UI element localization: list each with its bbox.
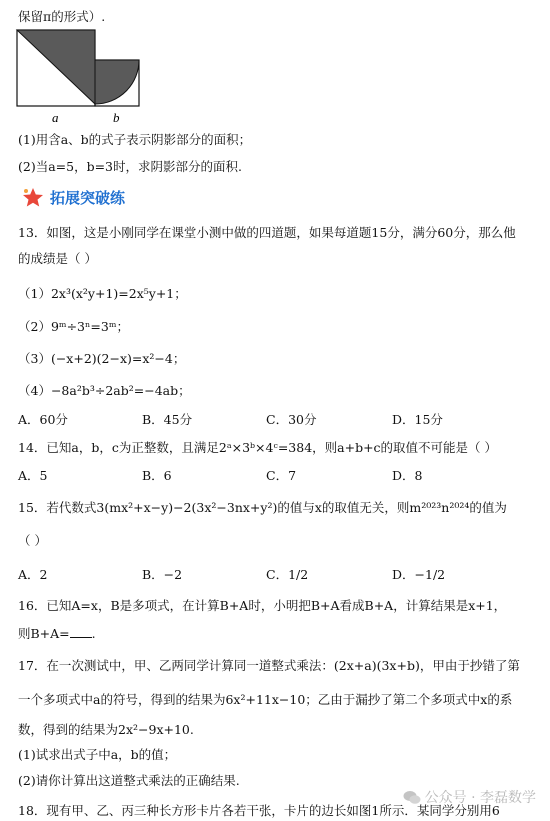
- q14-option-a: A．5: [18, 468, 48, 483]
- label-a: a: [52, 110, 59, 125]
- q14-option-d: D．8: [392, 468, 423, 483]
- q16-stem1: 16．已知A=x，B是多项式，在计算B+A时，小明把B+A看成B+A，计算结果是x+1，: [18, 598, 507, 613]
- shaded-region: [17, 30, 139, 104]
- q17-stem1: 17．在一次测试中，甲、乙两同学计算同一道整式乘法：(2x+a)(3x+b)，甲由于抄错了第: [18, 658, 520, 673]
- q13-stem2: 的成绩是（ ）: [18, 251, 97, 266]
- star-icon: [22, 187, 44, 207]
- q13-stem1: 13．如图，这是小刚同学在课堂小测中做的四道题，如果每道题15分，满分60分，那么他: [18, 225, 516, 240]
- q13-item2: （2）9ᵐ÷3ⁿ=3ᵐ；: [18, 319, 129, 334]
- geometry-figure: [14, 26, 149, 126]
- q14-option-c: C．7: [266, 468, 297, 483]
- q17-stem3: 数，得到的结果为2x²−9x+10.: [18, 722, 194, 737]
- watermark: [403, 787, 536, 807]
- q15-option-c: C．1/2: [266, 567, 309, 582]
- q18-stem: 18．现有甲、乙、丙三种长方形卡片各若干张，卡片的边长如图1所示．某同学分别用6: [18, 803, 500, 818]
- q13-option-b: B．45分: [142, 412, 193, 427]
- label-b: b: [113, 110, 120, 125]
- q13-option-a: A．60分: [18, 412, 68, 427]
- q12-part1: (1)用含a、b的式子表示阴影部分的面积；: [18, 132, 252, 147]
- q15-option-b: B．−2: [142, 567, 183, 582]
- q13-item4: （4）−8a²b³÷2ab²=−4ab；: [18, 383, 191, 398]
- q13-option-d: D．15分: [392, 412, 443, 427]
- q14-stem: 14．已知a，b，c为正整数，且满足2ᵃ×3ᵇ×4ᶜ=384，则a+b+c的取值不可能是（ ）: [18, 440, 498, 455]
- q13-item1: （1）2x³(x²y+1)=2x⁵y+1；: [18, 286, 187, 301]
- answer-blank: [70, 625, 92, 638]
- q16-stem2-line: [18, 625, 96, 643]
- q17-stem2: 一个多项式中a的符号，得到的结果为6x²+11x−10；乙由于漏抄了第二个多项式中x的系: [18, 692, 513, 707]
- watermark-text: 公众号 · 李磊数学: [424, 790, 536, 806]
- q15-option-a: A．2: [18, 567, 48, 582]
- q13-item3: （3）(−x+2)(2−x)=x²−4；: [18, 351, 186, 366]
- q12-part2: (2)当a=5，b=3时，求阴影部分的面积.: [18, 159, 242, 174]
- q17-part1: (1)试求出式子中a，b的值；: [18, 747, 177, 762]
- wechat-icon: [403, 790, 421, 805]
- section-title: 拓展突破练: [50, 188, 126, 207]
- section-header: [22, 186, 125, 208]
- q14-option-b: B．6: [142, 468, 172, 483]
- q16-stem2-end: .: [91, 626, 96, 641]
- q15-stem2: （ ）: [18, 533, 47, 548]
- q16-stem2: 则B+A=: [18, 626, 70, 641]
- q15-stem: 15．若代数式3(mx²+x−y)−2(3x²−3nx+y²)的值与x的取值无关，则m²⁰²³n²⁰²⁴的值为: [18, 500, 507, 515]
- q13-option-c: C．30分: [266, 412, 317, 427]
- top-note: 保留π的形式）.: [18, 9, 106, 24]
- q17-part2: (2)请你计算出这道整式乘法的正确结果.: [18, 773, 240, 788]
- q15-option-d: D．−1/2: [392, 567, 446, 582]
